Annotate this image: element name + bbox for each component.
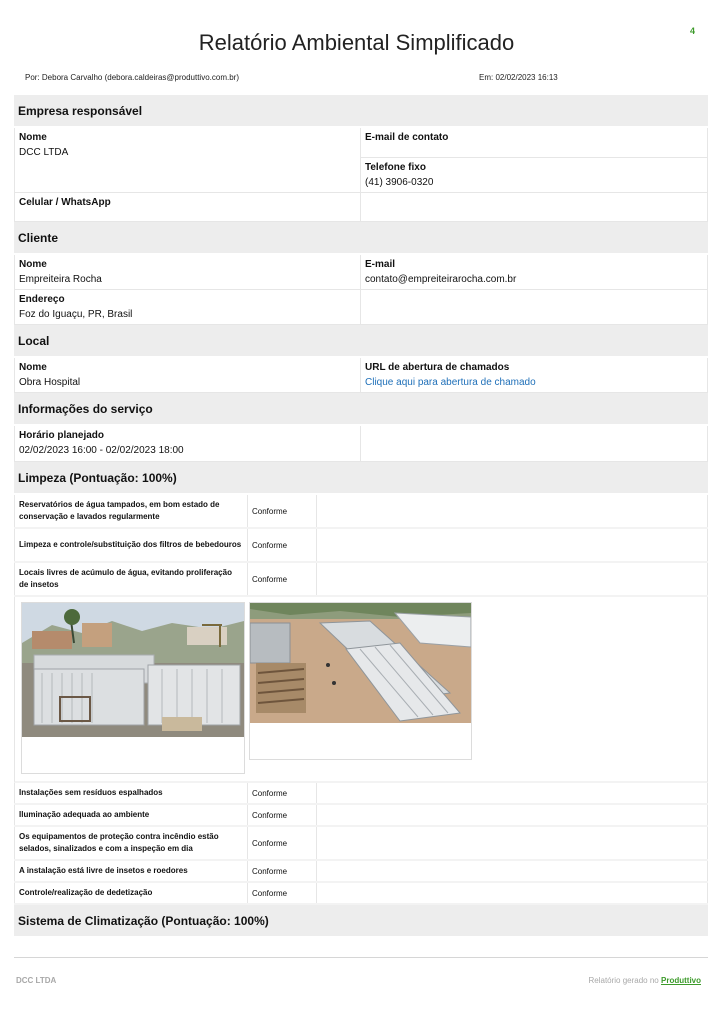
photo-construction-site-icon [250,603,471,723]
cliente-email-label: E-mail [365,259,396,270]
checklist-comment [316,529,708,561]
cliente-email-cell [361,255,708,290]
checklist-answer: Conforme [247,827,316,859]
checklist-row [14,827,708,861]
servico-empty-cell [361,426,708,462]
empresa-nome-label: Nome [19,132,47,143]
checklist-row [14,883,708,905]
footer-brand-link[interactable]: Produttivo [661,976,701,985]
checklist-question: A instalação está livre de insetos e roedores [14,861,247,881]
section-climatizacao-header: Sistema de Climatização (Pontuação: 100%) [14,905,708,938]
photo-thumbnail-1[interactable] [21,602,245,774]
empresa-telefone-cell [361,158,707,193]
local-url-label: URL de abertura de chamados [365,362,510,373]
checklist-row [14,861,708,883]
footer-divider [14,957,708,958]
checklist-answer: Conforme [247,805,316,825]
empresa-email-cell [361,128,707,158]
cliente-row-1 [14,255,708,290]
section-empresa-header: Empresa responsável [14,95,708,128]
cliente-endereco-value: Foz do Iguaçu, PR, Brasil [19,309,133,320]
footer-company: DCC LTDA [16,976,57,985]
empresa-row-2 [14,193,708,222]
section-cliente-header: Cliente [14,222,708,255]
servico-horario-cell [14,426,361,462]
cliente-nome-value: Empreiteira Rocha [19,274,102,285]
empresa-empty-cell [361,193,708,222]
checklist-answer: Conforme [247,563,316,595]
checklist-question: Controle/realização de dedetização [14,883,247,903]
checklist-comment [316,805,708,825]
checklist-row [14,495,708,529]
report-title: Relatório Ambiental Simplificado [198,30,515,55]
report-body [14,95,708,938]
checklist-comment [316,495,708,527]
checklist-question: Reservatórios de água tampados, em bom estado de conservação e lavados regularmente [14,495,247,527]
empresa-celular-label: Celular / WhatsApp [19,197,111,208]
checklist-row [14,783,708,805]
checklist-comment [316,861,708,881]
checklist-question: Locais livres de acúmulo de água, evitando proliferação de insetos [14,563,247,595]
checklist-answer: Conforme [247,495,316,527]
cliente-empty-cell [361,290,708,325]
checklist-question: Iluminação adequada ao ambiente [14,805,247,825]
footer-generated-text: Relatório gerado no [588,976,659,985]
checklist-comment [316,883,708,903]
report-author: Por: Debora Carvalho (debora.caldeiras@produttivo.com.br) [25,73,239,82]
local-nome-value: Obra Hospital [19,377,81,388]
empresa-email-label: E-mail de contato [365,132,449,143]
section-limpeza-header: Limpeza (Pontuação: 100%) [14,462,708,495]
cliente-nome-cell [14,255,361,290]
servico-horario-value: 02/02/2023 16:00 - 02/02/2023 18:00 [19,445,184,456]
section-local-header: Local [14,325,708,358]
checklist-comment [316,827,708,859]
checklist-question: Instalações sem resíduos espalhados [14,783,247,803]
empresa-nome-cell [14,128,361,193]
section-servico-header: Informações do serviço [14,393,708,426]
local-nome-cell [14,358,361,393]
checklist-row [14,529,708,563]
checklist-answer: Conforme [247,883,316,903]
cliente-email-value: contato@empreiteirarocha.com.br [365,274,517,285]
photo-container-yard-icon [22,603,244,737]
empresa-contact-cell [361,128,708,193]
checklist-question: Limpeza e controle/substituição dos filtros de bebedouros [14,529,247,561]
open-ticket-link[interactable]: Clique aqui para abertura de chamado [365,377,536,388]
servico-row-1 [14,426,708,462]
checklist-comment [316,563,708,595]
local-row-1 [14,358,708,393]
empresa-telefone-value: (41) 3906-0320 [365,177,434,188]
empresa-celular-cell [14,193,361,222]
checklist-question: Os equipamentos de proteção contra incêndio estão selados, sinalizados e com a inspeção em dia [14,827,247,859]
servico-horario-label: Horário planejado [19,430,105,441]
report-date: Em: 02/02/2023 16:13 [479,73,558,82]
checklist-row [14,563,708,597]
empresa-telefone-label: Telefone fixo [365,162,426,173]
checklist-comment [316,783,708,803]
cliente-nome-label: Nome [19,259,47,270]
empresa-row-1 [14,128,708,193]
photo-gallery [14,597,708,783]
page-number: 4 [690,26,696,36]
cliente-row-2 [14,290,708,325]
cliente-endereco-cell [14,290,361,325]
cliente-endereco-label: Endereço [19,294,65,305]
footer-generated [588,976,701,985]
checklist-row [14,805,708,827]
empresa-nome-value: DCC LTDA [19,147,69,158]
checklist-answer: Conforme [247,861,316,881]
photo-thumbnail-2[interactable] [249,602,472,760]
local-url-cell [361,358,708,393]
checklist-answer: Conforme [247,783,316,803]
local-nome-label: Nome [19,362,47,373]
checklist-answer: Conforme [247,529,316,561]
